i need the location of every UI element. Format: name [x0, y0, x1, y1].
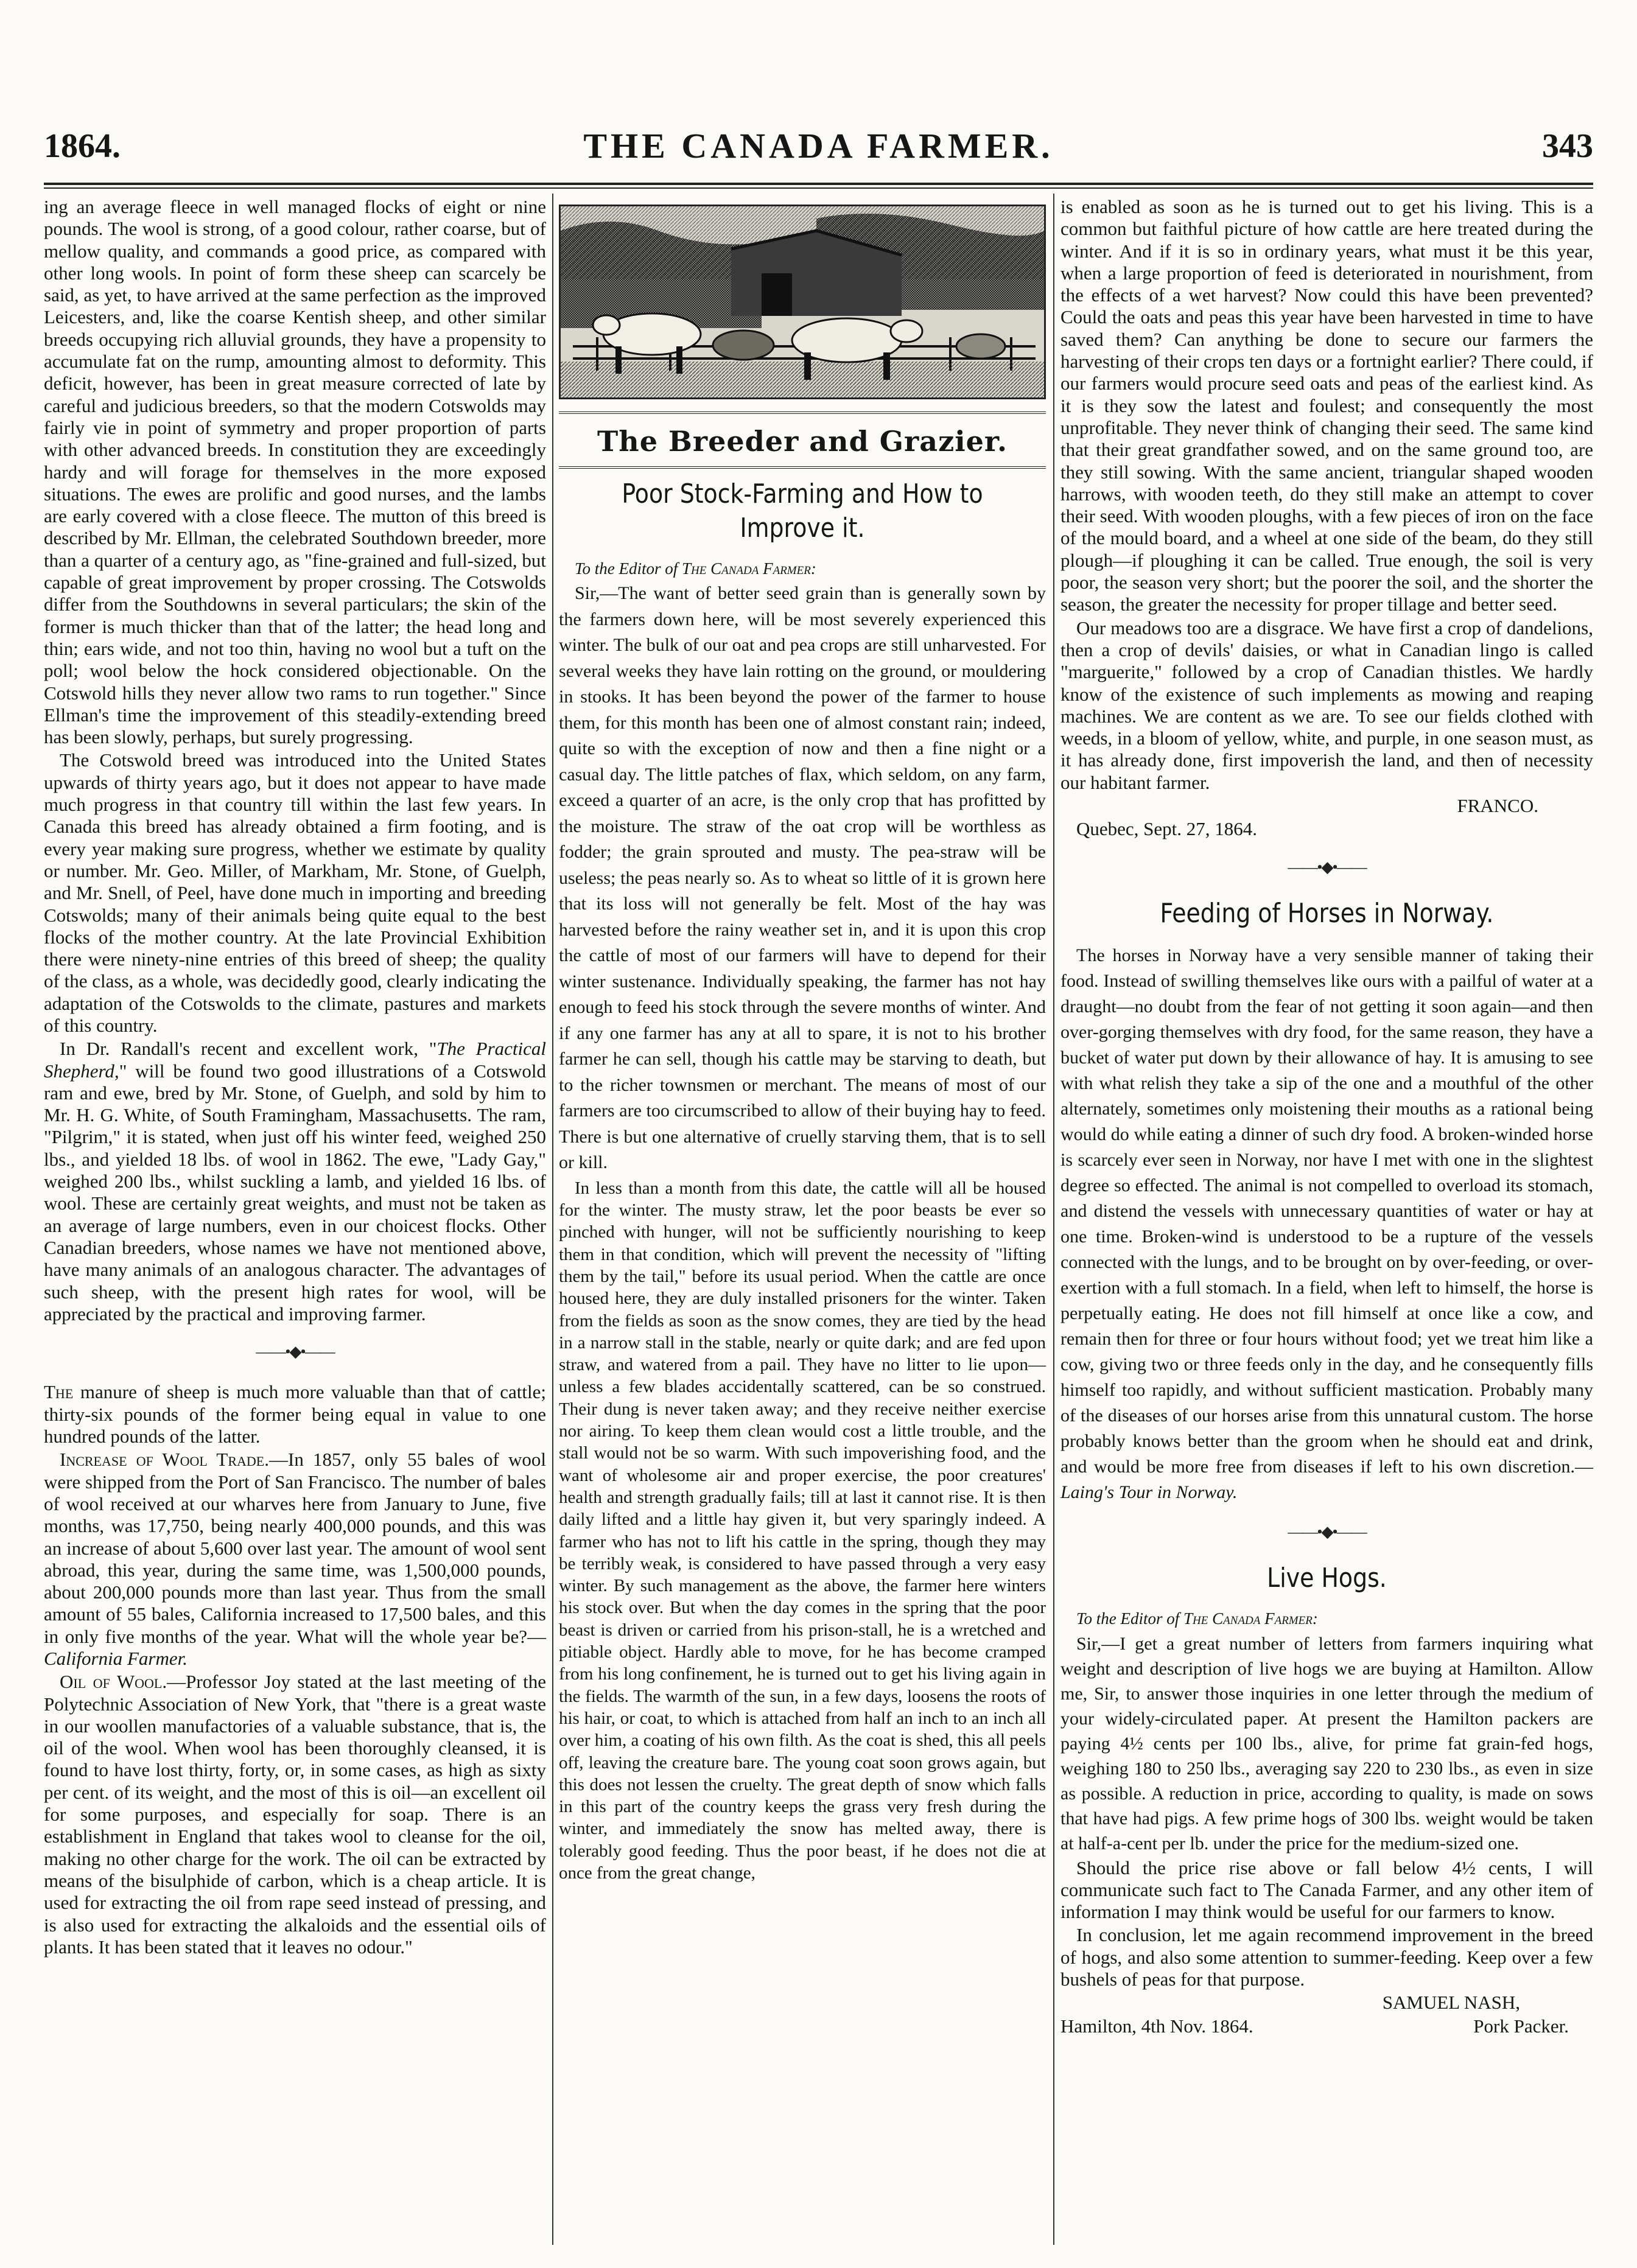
lead-in: Increase of Wool Trade.: [60, 1449, 269, 1471]
header-rule: [44, 183, 1593, 185]
column-1: [44, 196, 546, 1959]
article-paragraph: Sir,—I get a great number of letters from farmers inquiring what weight and description of live hogs we are buying at Hamilton. Allow me, Sir, to answer those inquiries in one letter through the medium of your widely-circulated paper. At present the Hamilton packers are paying 4½ cents per 100 lbs., alive, for prime fat grain-fed hogs, weighing 180 to 250 lbs., averaging say 220 to 230 lbs., as even in size as possible. A reduction in price, according to quality, is made on sows that have had pigs. A few prime hogs of 300 lbs. weight would be taken at half-a-cent per lb. under the price for the medium-sized one.: [1060, 1633, 1593, 1853]
article-paragraph: In less than a month from this date, the cattle will all be housed for the winter. The musty straw, let the poor beasts be ever so pinched with hunger, will not be sufficiently nourishing to keep them in that condition, which will prevent the necessity of "lifting them by the tail," before its usual period. When the cattle are once housed here, they are duly installed prisoners for the winter. Taken from the fields as soon as the snow comes, they are tied by the head in a narrow stall in the stable, nearly or quite dark; and are fed upon straw, and watered from a pail. They have no litter to lie upon—unless a few blades accidentally scattered, can be so construed. Their dung is never taken away; and they receive neither exercise nor airing. To keep them clean would cost a little trouble, and the stall would not be so warm. With such impoverishing food, and the want of wholesome air and proper exercise, the poor creatures' health and strength gradually fails; till at last it cannot rise. It is then daily lifted and a little hay given it, but very sparingly indeed. A farmer who has not to lift his cattle in the spring, though they may be terribly weak, is considered to have passed through a very easy winter. By such management as the above, the farmer here winters his stock over. But when the day comes in the spring that the poor beast is driven or carried from his prison-stall, he is a wretched and pitiable object. Hardly able to move, for he has become cramped from his long confinement, he is turned out to get his living again in the fields. The warmth of the sun, in a few days, loosens the roots of his hair, or coat, to which is attached from half an inch to an inch all over him, a coating of his own filth. As the coat is shed, this all peels off, leaving the creature bare. The young coat soon grows again, but this does not lessen the cruelty. The great depth of snow which falls in this part of the country keeps the grass very fresh during the winter, and immediately the snow has melted away, there is tolerably good feeding. Thus the poor beast, if he does not die at once from the great change,: [559, 1178, 1046, 1883]
section-divider: ——•◆•——: [256, 1343, 334, 1361]
article-paragraph: [1060, 943, 1593, 1505]
lead-in: The: [44, 1381, 74, 1403]
page-header: [44, 119, 1593, 178]
article-paragraph: [44, 1449, 546, 1670]
column-separator: [552, 194, 553, 2245]
article-paragraph: Should the price rise above or fall below 4½ cents, I will communicate such fact to The Canada Farmer, and any other item of information I may think would be useful for our farmers to know.: [1060, 1857, 1593, 1923]
article-paragraph: [44, 1671, 546, 1958]
signature: FRANCO.: [1457, 795, 1538, 817]
header-year: 1864.: [44, 127, 121, 165]
text-run: —In 1857, only 55 bales of wool were shipped from the Port of San Francisco. The number of bales of wool received at our wharves here from January to June, five months, was 17,750, being nearly 400,000 pounds, and this was an increase of about 5,600 over last year. The amount of wool sent abroad, this year, during the same time, was 1,500,000 pounds, about 200,000 pounds more than last year. Thus from the small amount of 55 bales, California increased to 17,500 bales, and this in only five months of the year. What will the whole year be?—: [44, 1449, 546, 1647]
article-paragraph: [44, 1038, 546, 1325]
article-heading: Feeding of Horses in Norway.: [1160, 897, 1494, 929]
source-credit: California Farmer.: [44, 1648, 188, 1669]
addressee-line: [1060, 1608, 1593, 1629]
signature: SAMUEL NASH,: [1382, 1992, 1520, 2014]
signature-title: Pork Packer.: [1473, 2015, 1569, 2037]
text-run: —Professor Joy stated at the last meeting of the Polytechnic Association of New York, that "there is a great waste in our woollen manufactories of a valuable substance, that is, the oil of the wool. When wool has been thoroughly cleansed, it is found to have lost thirty, forty, or, in some cases, as high as sixty per cent. of its weight, and the most of this is oil—an excellent oil for some purposes, and especially for soap. There is an establishment in England that takes wool to cleanse for the oil, making no other charge for the work. The oil can be extracted by means of the bisulphide of carbon, which is a cheap article. It is used for extracting the oil from rape seed instead of pressing, and is also used for extracting the alkaloids and the essential oils of plants. It has been stated that it leaves no odour.": [44, 1671, 546, 1958]
text-run: To the Editor of: [1076, 1609, 1184, 1628]
addressee-line: [559, 558, 1046, 579]
book-title: The Practical Shepherd,: [44, 1038, 547, 1082]
section-divider: ——•◆•——: [1288, 858, 1366, 876]
article-paragraph: The Cotswold breed was introduced into the United States upwards of thirty years ago, but it does not appear to have made much progress in that country till within the last few years. In Canada this breed has already obtained a firm footing, and is every year making sure progress, whether we estimate by quality or number. Mr. Geo. Miller, of Markham, Mr. Stone, of Guelph, and Mr. Snell, of Peel, have done much in importing and breeding Cotswolds; many of their animals being quite equal to the best flocks of the mother country. At the late Provincial Exhibition there were ninety-nine entries of this breed of sheep; the quality of the class, as a whole, was decidedly good, clearly indicating the adaptation of the Cotswolds to the climate, pastures and markets of this country.: [44, 749, 546, 1036]
article-heading: Live Hogs.: [1267, 1563, 1387, 1594]
column-2: [559, 196, 1046, 1885]
text-run: The Canada Farmer:: [1183, 1609, 1318, 1628]
department-title: The Breeder and Grazier.: [559, 411, 1046, 469]
engraving-image: [561, 206, 1044, 397]
article-paragraph: ing an average fleece in well managed flocks of eight or nine pounds. The wool is strong, of a good colour, rather coarse, but of mellow quality, and commands a good price, as compared with other long wools. In point of form these sheep can scarcely be said, as yet, to have arrived at the same perfection as the improved Leicesters, and, like the coarse Kentish sheep, and other similar breeds occupying rich alluvial grounds, they have a propensity to accumulate fat on the rump, amounting almost to deformity. This deficit, however, has been in great measure corrected of late by careful and judicious breeders, so that the modern Cotswolds may fairly vie in point of symmetry and proper proportion of parts with other advanced breeds. In constitution they are exceedingly hardy and will forage for themselves in the more exposed situations. The ewes are prolific and good nurses, and the lambs are early covered with a close fleece. The mutton of this breed is described by Mr. Ellman, the celebrated Southdown breeder, more than a quarter of a century ago, as "fine-grained and full-sized, but capable of great improvement by proper crossing. The Cotswolds differ from the Southdowns in several particulars; the skin of the former is much thicker than that of the latter; the head long and thin; ears wide, and not too thin, having no wool but a tuft on the poll; wool below the hock considered objectionable. On the Cotswold hills they never allow two rams to run together." Since Ellman's time the improvement of this steadily-extending breed has been slowly, perhaps, but surely progressing.: [44, 196, 546, 748]
dateline: Quebec, Sept. 27, 1864.: [1076, 818, 1258, 840]
page-number: 343: [1542, 127, 1593, 165]
dateline: Hamilton, 4th Nov. 1864.: [1060, 2015, 1253, 2037]
signature-row: [1060, 2015, 1593, 2037]
header-rule-thin: [44, 187, 1593, 189]
text-run: manure of sheep is much more valuable than that of cattle; thirty-six pounds of the former being equal in value to one hundred pounds of the latter.: [44, 1381, 546, 1447]
article-paragraph: Sir,—The want of better seed grain than is generally sown by the farmers down here, will be most severely experienced this winter. The bulk of our oat and pea crops are still unharvested. For several weeks they have lain rotting on the ground, or mouldering in stooks. It has been beyond the power of the farmer to house them, for this month has been one of almost constant rain; indeed, quite so with the exception of now and then a fine night or a casual day. The little patches of flax, which seldom, on any farm, exceed a quarter of an acre, is the only crop that has profitted by the moisture. The straw of the oat crop will be worthless as fodder; the grain sprouted and musty. The pea-straw will be useless; the peas nearly so. As to wheat so little of it is grown here that its loss will not generally be felt. Most of the hay was harvested before the rainy weather set in, and it is upon this crop the cattle of most of our farmers will have to depend for their winter sustenance. Individually speaking, the farmer has not hay enough to feed his stock through the severe months of winter. And if any one farmer has any at all to spare, it is not to his brother farmer he can sell, though his cattle may be starving to death, but to the richer townsmen or merchant. The means of most of our farmers are too circumscribed to allow of their buying hay to feed. There is but one alternative of cruelly starving them, that is to sell or kill.: [559, 583, 1046, 1173]
column-separator: [1053, 194, 1054, 2245]
article-heading: Poor Stock-Farming and How to Improve it.: [622, 478, 983, 544]
article-paragraph: is enabled as soon as he is turned out to get his living. This is a common but faithful picture of how cattle are here treated during the winter. And if it is so in ordinary years, what must it be this year, when a large proportion of feed is deteriorated in nourishment, from the effects of a wet harvest? Now could this have been prevented? Could the oats and peas this year have been harvested in time to have saved them? Can anything be done to secure our farmers the harvesting of their crops ten days or a fortnight earlier? There could, if our farmers would procure seed oats and peas of the earliest kind. As it is they sow the latest and foulest; and consequently the most unprofitable. They never think of changing their seed. The same kind that their great grandfather sowed, and on the same ground too, are they still sowing. With the same ancient, triangular shaped wooden harrows, with wooden teeth, do they still make an attempt to cover their seed. With wooden ploughs, with a few pieces of iron on the face of the mould board, and a wheel at one side of the beam, do they still plough—if ploughing it can be called. True enough, the soil is very poor, the season very short; but the poorer the soil, and the shorter the season, the greater the necessity for proper tillage and better seed.: [1060, 196, 1593, 615]
text-run: The Canada Farmer:: [682, 559, 816, 578]
cattle-farmyard-engraving: [559, 205, 1046, 399]
text-run: In Dr. Randall's recent and excellent work, ": [60, 1038, 437, 1060]
source-credit: Laing's Tour in Norway.: [1060, 1482, 1238, 1502]
article-paragraph: In conclusion, let me again recommend improvement in the breed of hogs, and also some attention to summer-feeding. Keep over a few bushels of peas for that purpose.: [1060, 1924, 1593, 1990]
article-paragraph: [44, 1381, 546, 1447]
text-run: The horses in Norway have a very sensible manner of taking their food. Instead of swilling themselves like ours with a pailful of water at a draught—no doubt from the fear of not getting it soon again—and then over-gorging themselves with dry food, for the same reason, they have a bucket of water put down by their allowance of hay. It is amusing to see with what relish they take a sip of the one and a mouthful of the other alternately, sometimes only moistening their mouths as a rational being would do while eating a dinner of such dry food. A broken-winded horse is scarcely ever seen in Norway, nor have I met with one in the slightest degree so effected. The animal is not compelled to overload its stomach, and distend the vessels with unnecessary quantities of water or hay at one time. Broken-wind is understood to be a rupture of the vessels connected with the lungs, and to be brought on by over-feeding, or over-exertion with a full stomach. In a field, when left to himself, the horse is perpetually eating. He does not fill himself at once like a cow, and remain then for three or four hours without food; yet we treat him like a cow, giving two or three feeds only in the day, and he consequently fills himself too rapidly, and without sufficient mastication. Probably many of the diseases of our horses arise from this unnatural custom. The horse probably knows better than the groom when he should eat and drink, and would be more free from diseases if left to his own discretion.—: [1060, 945, 1593, 1477]
article-paragraph: Our meadows too are a disgrace. We have first a crop of dandelions, then a crop of devils' daisies, or what in Canadian lingo is called "marguerite," followed by a crop of Canadian thistles. We hardly know of the existence of such implements as mowing and reaping machines. We are content as we are. To see our fields clothed with weeds, in a bloom of yellow, white, and purple, in one season must, as it has already done, first impoverish the land, and then of necessity our habitant farmer.: [1060, 617, 1593, 793]
text-run: " will be found two good illustrations of a Cotswold ram and ewe, bred by Mr. Stone, of Guelph, and sold by him to Mr. H. G. White, of South Framingham, Massachusetts. The ram, "Pilgrim," it is stated, when just off his winter feed, weighed 250 lbs., and yielded 18 lbs. of wool in 1862. The ewe, "Lady Gay," weighed 200 lbs., whilst suckling a lamb, and yielded 16 lbs. of wool. These are certainly great weights, and must not be taken as an average of large numbers, even in our choicest flocks. Other Canadian breeders, whose names we have not mentioned above, have many animals of an analogous character. The advantages of such sheep, with the present high rates for wool, will be appreciated by the practical and improving farmer.: [44, 1060, 546, 1325]
text-run: To the Editor of: [575, 559, 682, 578]
section-divider: ——•◆•——: [1288, 1522, 1366, 1541]
lead-in: Oil of Wool.: [60, 1671, 167, 1693]
column-3: [1060, 196, 1593, 2037]
masthead-title: THE CANADA FARMER.: [583, 126, 1054, 166]
